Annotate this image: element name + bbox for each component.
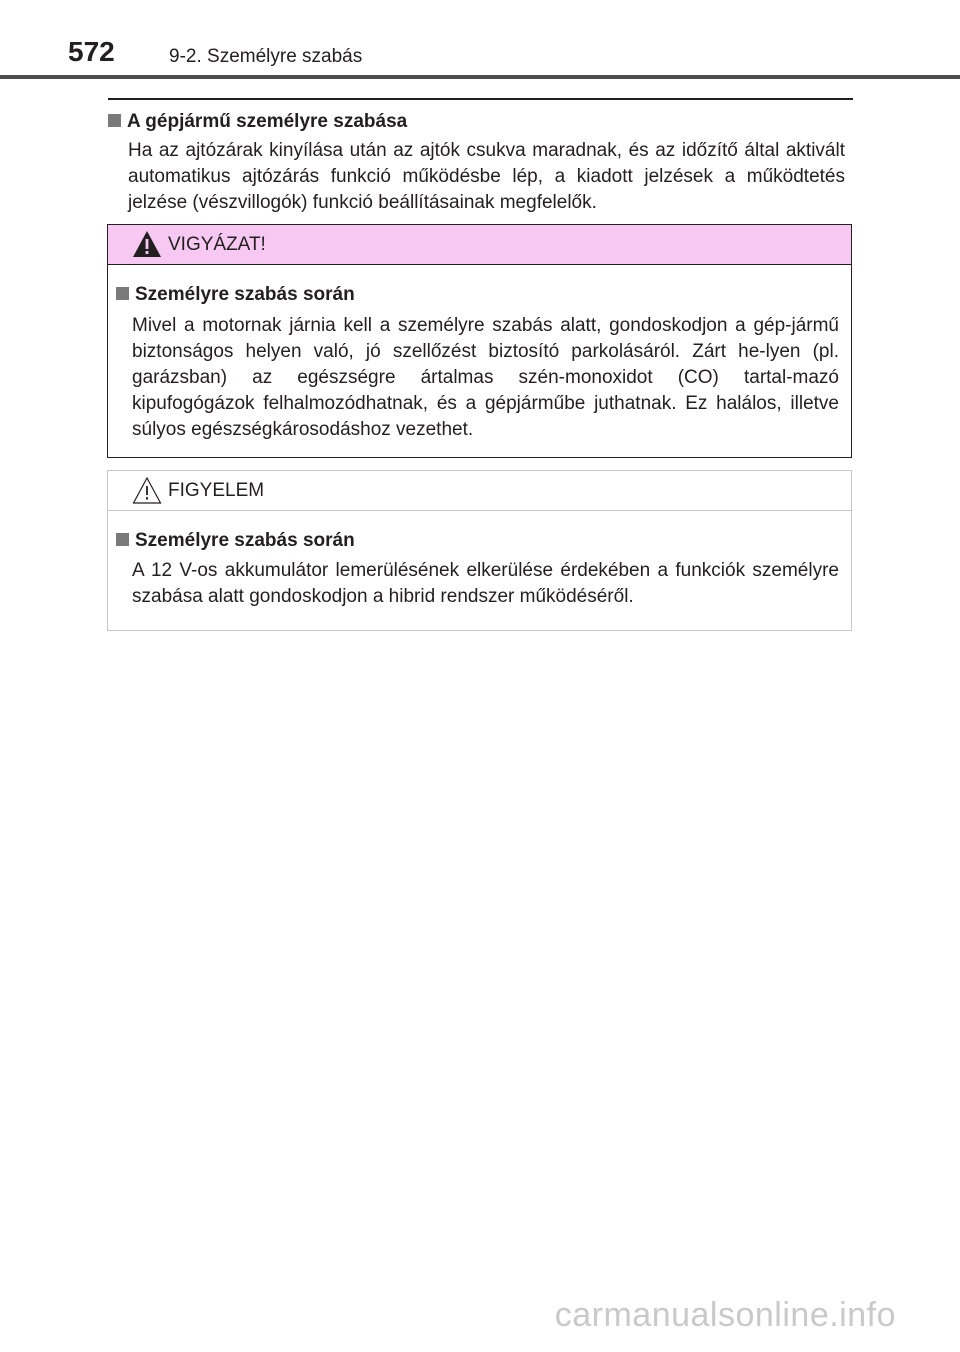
notice-subheading xyxy=(116,529,355,553)
caution-subheading xyxy=(116,283,355,307)
section-paragraph: Ha az ajtózárak kinyílása után az ajtók csukva maradnak, és az időzítő által aktivált automatikus ajtózárás funkció működésbe lép, a kiadott jelzések a működtetés jelzése (vészvillogók) funkció beállításainak megfelelők. xyxy=(128,140,845,213)
square-bullet-icon xyxy=(116,533,129,546)
page-number: 572 xyxy=(68,36,115,67)
section-title: A gépjármű személyre szabása xyxy=(127,111,408,132)
page-header xyxy=(0,0,960,80)
caution-label: VIGYÁZAT! xyxy=(168,234,266,255)
notice-subtitle: Személyre szabás során xyxy=(135,530,355,551)
notice-header xyxy=(108,471,851,511)
caution-header xyxy=(108,225,851,265)
notice-box xyxy=(107,470,852,631)
header-divider xyxy=(0,75,960,79)
caution-subtitle: Személyre szabás során xyxy=(135,284,355,305)
chapter-title: 9-2. Személyre szabás xyxy=(169,46,363,67)
notice-label: FIGYELEM xyxy=(168,480,265,501)
section-heading xyxy=(108,110,407,134)
warning-outline-icon xyxy=(132,476,162,504)
square-bullet-icon xyxy=(108,114,121,127)
caution-box xyxy=(107,224,852,458)
section-divider xyxy=(108,98,853,100)
square-bullet-icon xyxy=(116,287,129,300)
watermark: carmanualsonline.info xyxy=(554,1296,896,1334)
notice-text: A 12 V-os akkumulátor lemerülésének elkerülése érdekében a funkciók személyre szabása alatt gondoskodjon a hibrid rendszer működéséről. xyxy=(132,560,839,607)
caution-text: Mivel a motornak járnia kell a személyre szabás alatt, gondoskodjon a gép-jármű biztonságos helyen való, jó szellőzést biztosító parkolásáról. Zárt he-lyen (pl. garázsban) az egészségre ártalmas szén-monoxidot (CO) tartal-mazó kipufogógázok felhalmozódhatnak, és a gépjárműbe juthatnak. Ez halálos, illetve súlyos egészségkárosodáshoz vezethet. xyxy=(132,315,839,440)
warning-triangle-icon xyxy=(132,230,162,258)
